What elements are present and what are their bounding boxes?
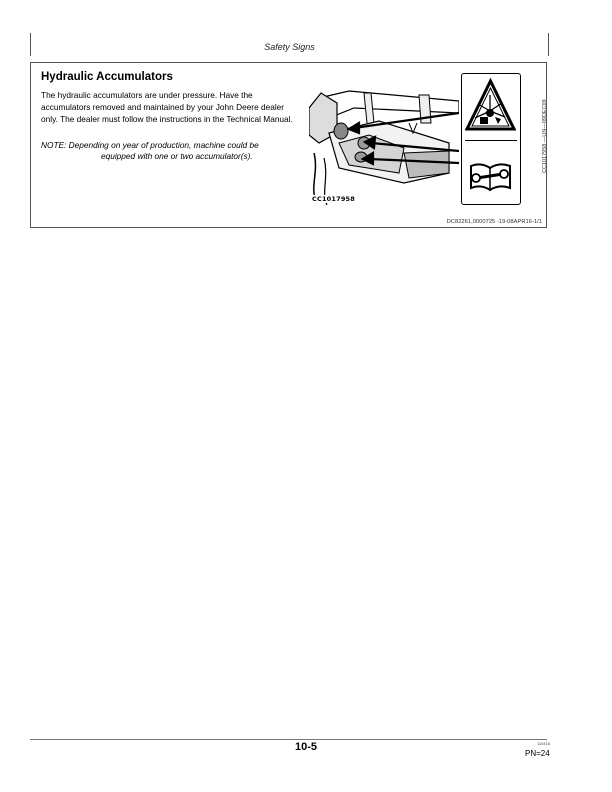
footer-rule [30, 739, 547, 740]
section-note: NOTE: Depending on year of production, machine could be equipped with one or two accumulator(s). [41, 140, 259, 161]
page-number: 10-5 [294, 741, 318, 753]
figure-id: CC1017958 [312, 195, 355, 203]
pressure-explosion-warning-icon [465, 77, 516, 137]
section-heading: Hydraulic Accumulators [41, 71, 173, 83]
safety-decal [461, 73, 521, 205]
footer-pn: PN=24 [525, 749, 550, 758]
page-header [30, 33, 549, 56]
decal-divider [465, 140, 517, 141]
document-reference: DC82261,0000725 -19-08APR16-1/1 [446, 219, 542, 225]
section-body-text: The hydraulic accumulators are under pressure. Have the accumulators removed and maintained by your John Deere dealer only. The dealer must follow the instructions in the Technical Manual. [41, 90, 293, 124]
footer-code: 110416 [537, 741, 551, 746]
technical-manual-wrench-icon [465, 146, 516, 201]
header-title: Safety Signs [264, 42, 315, 52]
figure-side-label: CC1017958 —UN—09DEC09 [542, 99, 548, 173]
safety-sign-section [30, 62, 547, 228]
machine-illustration [309, 73, 459, 213]
